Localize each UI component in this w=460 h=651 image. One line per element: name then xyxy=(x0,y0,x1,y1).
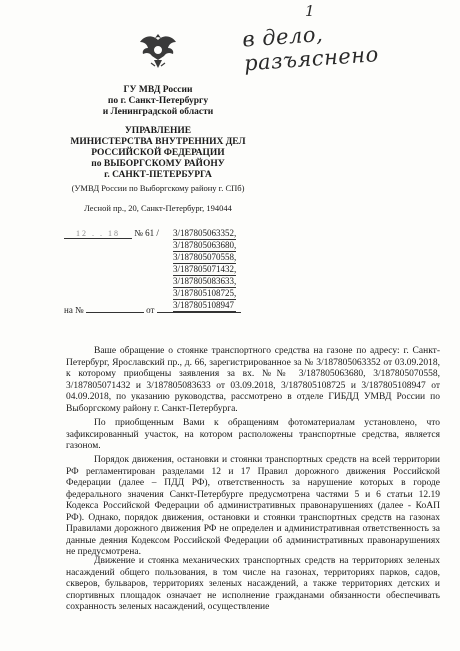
body-paragraph: Движение и стоянка механических транспортных средств на территориях зеленых насаждений общего пользования, в том числе на газонах, территориях парков, садов, скверов, бульваров, территориях зеленых насаждений, а также территориях детских и спортивных площадок означает не исполнение гражданами обязанности обеспечивать сохранность зеленых насаждений, осуществление xyxy=(66,556,440,612)
registration-number: 3/187805108725, xyxy=(173,288,237,298)
reference-number-label: на № xyxy=(64,305,84,315)
registration-number: 3/187805083633, xyxy=(173,276,237,286)
department-line: УПРАВЛЕНИЕ xyxy=(124,126,192,136)
registration-number: 3/187805071432, xyxy=(173,264,237,274)
department-line: г. САНКТ-ПЕТЕРБУРГА xyxy=(104,170,212,180)
body-paragraph: Порядок движения, остановки и стоянки транспортных средств на всей территории РФ регламентирован разделами 12 и 17 Правил дорожного движения Российской Федерации (далее – ПДД РФ), ответственность за нарушение которых в городе федерального значения Санкт-Петербурге предусмотрена частями 5 и 6 статьи 12.19 Кодекса Российской Федерации об административных правонарушениях (далее - КоАП РФ). Однако, порядок движения, остановки и стоянки транспортных средств на газонах Правилами дорожного движения РФ не определен и административная ответственность за данные деяния Кодексом Российской Федерации об административных правонарушениях не предусмотрена. xyxy=(66,455,440,557)
double-headed-eagle-emblem-icon xyxy=(138,30,178,72)
department-line: по ВЫБОРГСКОМУ РАЙОНУ xyxy=(91,159,225,169)
registration-line xyxy=(64,228,159,239)
department-address: Лесной пр., 20, Санкт-Петербург, 194044 xyxy=(84,203,232,213)
body-paragraph: Ваше обращение о стоянке транспортного средства на газоне по адресу: г. Санкт-Петербург, Ярославский пр., д. 66, зарегистрированное за № 3/187805063352 от 03.09.2018, к которому приобщены заявления за вх. №№ 3/187805063680, 3/187805070558, 3/187805071432 и 3/187805083633 от 03.09.2018, 3/187805108725 и 3/187805108947 от 04.09.2018, по указанию руководства, рассмотрено в отделе ГИБДД УМВД России по Выборгскому району г. Санкт-Петербурга. xyxy=(66,346,440,414)
reference-date-label: от xyxy=(146,305,155,315)
registration-number: 3/187805063680, xyxy=(173,240,237,250)
reference-date-blank xyxy=(157,312,241,313)
agency-line: по г. Санкт-Петербургу xyxy=(107,96,209,106)
agency-line: ГУ МВД России xyxy=(123,85,193,95)
registration-number: 3/187805063352, xyxy=(173,228,237,238)
registration-date-stamp: 12 . . 18 xyxy=(64,229,132,239)
department-name xyxy=(40,126,276,181)
registration-number-prefix: № 61 / xyxy=(134,228,159,238)
body-paragraph: По приобщенным Вами к обращениям фотоматериалам установлено, что зафиксированный участок, на котором расположены транспортные средства, является газоном. xyxy=(66,418,440,451)
agency-line: и Ленинградской области xyxy=(102,107,214,117)
registration-numbers xyxy=(173,228,236,312)
agency-name xyxy=(40,85,276,118)
registration-number: 3/187805070558, xyxy=(173,252,237,262)
reference-number-blank xyxy=(86,312,144,313)
department-abbreviation: (УМВД России по Выборгскому району г. СПб) xyxy=(71,183,245,193)
department-line: МИНИСТЕРСТВА ВНУТРЕННИХ ДЕЛ xyxy=(70,137,246,147)
handwritten-resolution: в дело, разъяснено xyxy=(241,21,380,76)
handwritten-corner-mark: 1 xyxy=(305,2,315,20)
registration-number: 3/187805108947 xyxy=(173,300,236,312)
department-line: РОССИЙСКОЙ ФЕДЕРАЦИИ xyxy=(91,148,225,158)
reference-line xyxy=(64,305,241,315)
